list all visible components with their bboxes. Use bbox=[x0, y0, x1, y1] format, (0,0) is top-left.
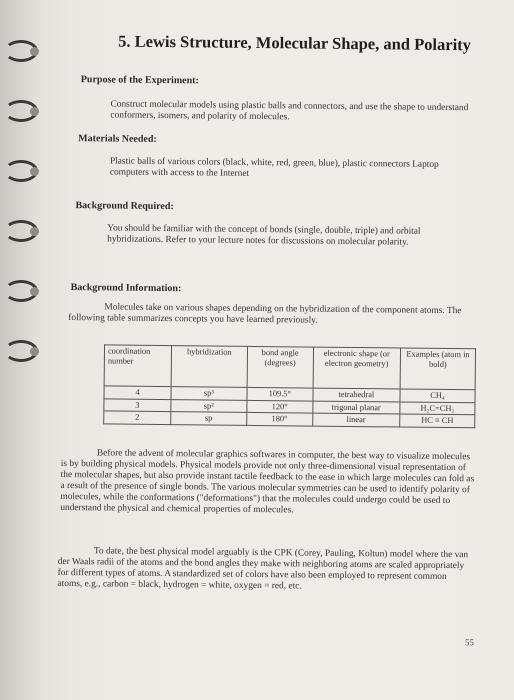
table-cell: trigonal planar bbox=[312, 401, 400, 414]
table-cell: sp² bbox=[171, 399, 247, 412]
table-cell: 2 bbox=[104, 411, 171, 424]
materials-text: Plastic balls of various colors (black, white, red, green, blue), plastic connectors Laptop computers with access to the Internet bbox=[109, 156, 439, 179]
materials-heading: Materials Needed: bbox=[78, 133, 157, 145]
background-info-text: Molecules take on various shapes depending on the hybridization of the component atoms. The following table summarizes concepts you have learned previously. bbox=[68, 302, 462, 326]
table-cell: H₂C=CH₂ bbox=[400, 402, 475, 415]
background-info-heading: Background Information: bbox=[70, 282, 182, 295]
table-header-row bbox=[104, 345, 475, 390]
table-cell: 180° bbox=[247, 412, 313, 425]
table-cell: HC ≡ CH bbox=[400, 414, 475, 427]
purpose-text: Construct molecular models using plastic balls and connectors, and use the shape to understand conformers, isomers, and polarity of molecules. bbox=[110, 99, 469, 123]
table-header: electronic shape (or electron geometry) bbox=[313, 347, 401, 389]
table-cell: 120° bbox=[247, 400, 313, 413]
background-required-heading: Background Required: bbox=[75, 200, 174, 213]
page-title: 5. Lewis Structure, Molecular Shape, and Polarity bbox=[118, 31, 472, 55]
hybridization-table bbox=[103, 344, 476, 427]
table-cell: 109.5° bbox=[247, 387, 313, 400]
table-cell: sp³ bbox=[171, 387, 247, 400]
table-row bbox=[104, 411, 475, 427]
table-cell: 3 bbox=[104, 398, 171, 411]
table-cell: tetrahedral bbox=[313, 388, 401, 401]
table-header: hybridization bbox=[171, 346, 247, 388]
table-header: bond angle (degrees) bbox=[247, 346, 313, 388]
body-paragraph-2: To date, the best physical model arguably is the CPK (Corey, Pauling, Koltun) model where the van der Waals radii of the atoms and the bond angles they make with neighboring atoms are scaled appropriately for different types of atoms. A standardized set of colors have also been employed to represent common atoms, e.g., carbon = black, hydrogen = white, oxygen = red, etc. bbox=[57, 546, 469, 592]
table-cell: linear bbox=[312, 413, 400, 426]
purpose-heading: Purpose of the Experiment: bbox=[80, 74, 199, 87]
body-paragraph-1: Before the advent of molecular graphics softwares in computer, the best way to visualize molecules is by building physical models. Physical models provide not only three-dimensional visual representation of the molecular shapes, but also provide instant tactile feedback to the ease in which large molecules can fold as a result of the presence of single bonds. The various molecular symmetries can be used to identify polarity of molecules, while the conformations ("deformations") that the molecules could undergo could be used to understand the physical and chemical properties of molecules. bbox=[60, 448, 475, 516]
table-cell: CH₄ bbox=[400, 389, 475, 402]
table-header: Examples (atom in bold) bbox=[400, 348, 475, 390]
page-number: 55 bbox=[464, 637, 475, 648]
table-header: coordination number bbox=[104, 345, 171, 387]
table-cell: sp bbox=[171, 412, 247, 425]
table-cell: 4 bbox=[104, 386, 171, 399]
background-required-text: You should be familiar with the concept of bonds (single, double, triple) and orbital hybridizations. Refer to your lecture notes for discussions on molecular polarity. bbox=[107, 223, 421, 248]
